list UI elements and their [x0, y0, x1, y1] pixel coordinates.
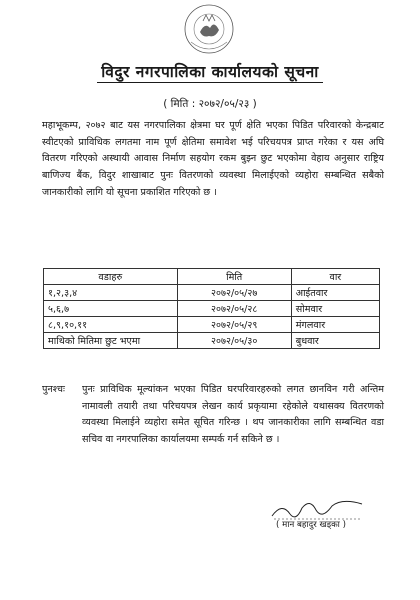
cell-wards: ८,९,१०,११	[44, 317, 178, 333]
table-row	[44, 301, 380, 317]
cell-wards: ५,६,७	[44, 301, 178, 317]
distribution-schedule-table	[43, 268, 380, 349]
postscript-text: पुनः प्राविधिक मूल्यांकन भएका पिडित घरपरिवारहरुको लगत छानविन गरी अन्तिम नामावली तयारी तथा परिचयपत्र लेखन कार्य प्रकृयामा रहेकोले यथासक्य वितरणको व्यवस्था मिलाईने व्यहोरा समेत सूचित गरिन्छ । थप जानकारीका लागि सम्बन्धित वडा सचिव वा नगरपालिका कार्यालयमा सम्पर्क गर्न सकिने छ ।	[82, 384, 384, 446]
cell-wards: १,२,३,४	[44, 285, 178, 301]
cell-day: आईतवार	[291, 285, 379, 301]
table-row	[44, 317, 380, 333]
cell-date: २०७२/०५/२९	[177, 317, 291, 333]
municipality-seal	[178, 2, 238, 60]
signatory-name: ( मान बहादुर खड्का )	[276, 520, 346, 530]
notice-body-paragraph: महाभूकम्प, २०७२ बाट यस नगरपालिका क्षेत्रमा घर पूर्ण क्षेति भएका पिडित परिवारको केन्द्रबाट स्वीटएको प्राविधिक लगतमा नाम पूर्ण क्षेतिमा समावेश भई परिचयपत्र प्राप्त गरेका र यस अघि वितरण गरिएको अस्थायी आवास निर्माण सहयोग रकम बुझ्न छुट भएकोमा वेहाय अनुसार राष्ट्रिय बाणिज्य बैंक, विदुर शाखाबाट पुनः वितरणको व्यवस्था मिलाईएको व्यहोरा सम्बन्धित सबैको जानकारीको लागि यो सूचना प्रकाशित गरिएको छ ।	[42, 120, 384, 198]
cell-date: २०७२/०५/२८	[177, 301, 291, 317]
cell-date: २०७२/०५/२७	[177, 285, 291, 301]
table-row	[44, 333, 380, 349]
header-date: मिति	[177, 269, 291, 285]
table-header-row	[44, 269, 380, 285]
cell-wards: माथिको मितिमा छुट भएमा	[44, 333, 178, 349]
cell-date: २०७२/०५/३०	[177, 333, 291, 349]
cell-day: बुधवार	[291, 333, 379, 349]
notice-title: विदुर नगरपालिका कार्यालयको सूचना	[0, 60, 420, 82]
notice-date: ( मिति : २०७२/०५/२३ )	[163, 98, 257, 110]
header-wards: वडाहरु	[44, 269, 178, 285]
cell-day: सोमवार	[291, 301, 379, 317]
header-day: वार	[291, 269, 379, 285]
postscript-label: पुनश्चः	[42, 384, 65, 395]
table-row	[44, 285, 380, 301]
cell-day: मंगलवार	[291, 317, 379, 333]
